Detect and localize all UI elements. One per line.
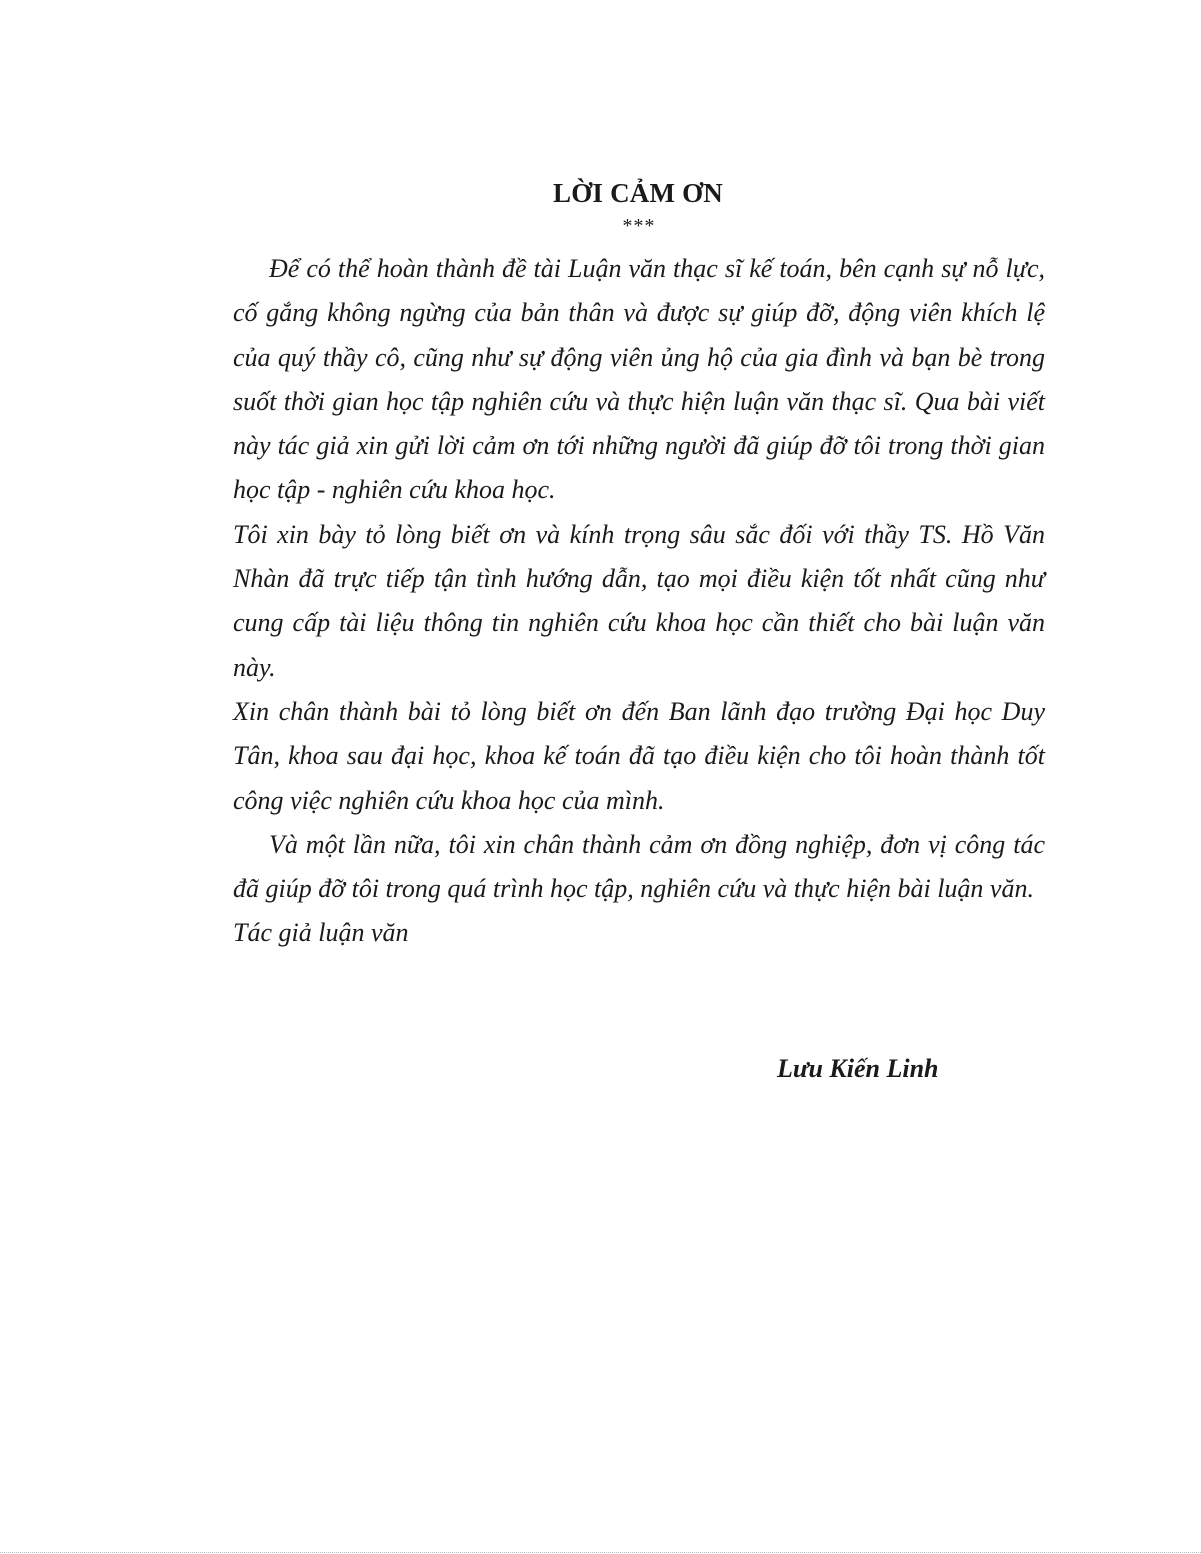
page-title: LỜI CẢM ƠN: [553, 178, 723, 208]
paragraph-university-thanks: Xin chân thành bài tỏ lòng biết ơn đến Ban lãnh đạo trường Đại học Duy Tân, khoa sau đại học, khoa kế toán đã tạo điều kiện cho tôi hoàn thành tốt công việc nghiên cứu khoa học của mình.: [233, 696, 1045, 815]
author-line: Tác giả luận văn: [233, 918, 409, 948]
page-bottom-divider: [0, 1552, 1201, 1553]
paragraph-advisor-thanks: Tôi xin bày tỏ lòng biết ơn và kính trọng sâu sắc đối với thầy TS. Hồ Văn Nhàn đã trực tiếp tận tình hướng dẫn, tạo mọi điều kiện tốt nhất cũng như cung cấp tài liệu thông tin nghiên cứu khoa học cần thiết cho bài luận văn này.: [233, 519, 1045, 682]
author-signature-name: Lưu Kiến Linh: [777, 1054, 939, 1083]
paragraph-colleagues-thanks: Và một lần nữa, tôi xin chân thành cảm ơn đồng nghiệp, đơn vị công tác đã giúp đỡ tôi trong quá trình học tập, nghiên cứu và thực hiện bài luận văn.: [233, 829, 1045, 904]
acknowledgement-body: [233, 247, 1045, 956]
paragraph-intro: Để có thể hoàn thành đề tài Luận văn thạc sĩ kế toán, bên cạnh sự nỗ lực, cố gắng không ngừng của bản thân và được sự giúp đỡ, động viên khích lệ của quý thầy cô, cũng như sự động viên ủng hộ của gia đình và bạn bè trong suốt thời gian học tập nghiên cứu và thực hiện luận văn thạc sĩ. Qua bài viết này tác giả xin gửi lời cảm ơn tới những người đã giúp đỡ tôi trong thời gian học tập - nghiên cứu khoa học.: [233, 254, 1045, 505]
title-separator: ***: [621, 215, 655, 237]
